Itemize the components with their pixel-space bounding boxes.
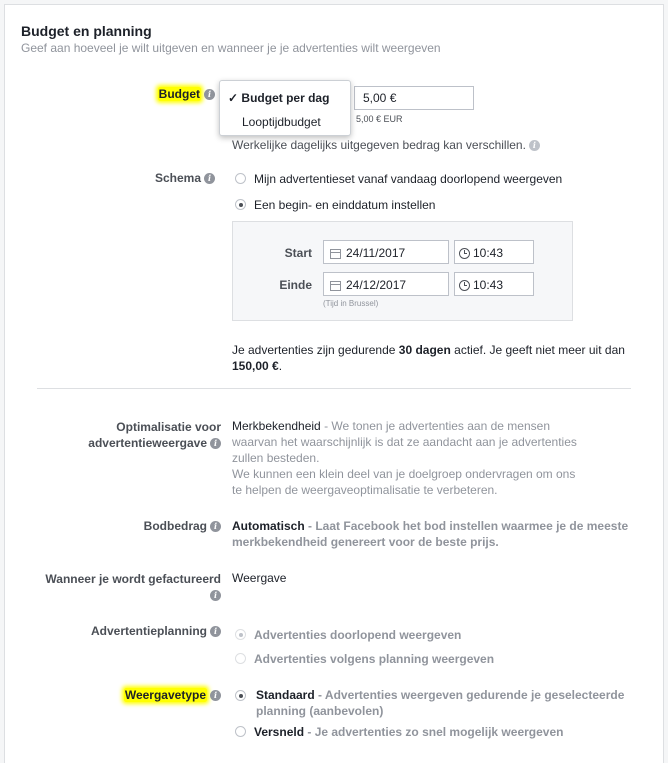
end-date-input[interactable]: 24/12/2017: [323, 272, 449, 296]
schedule-summary: Je advertenties zijn gedurende 30 dagen actief. Je geeft niet meer uit dan 150,00 €.: [232, 343, 625, 373]
end-time-input[interactable]: 10:43: [454, 272, 534, 296]
radio-button[interactable]: [235, 173, 246, 184]
budget-label-text: Budget: [158, 87, 200, 101]
start-label: Start: [284, 246, 312, 260]
divider: [37, 388, 631, 389]
budget-label: [105, 87, 215, 101]
radio-button[interactable]: [235, 726, 246, 737]
budget-amount-hint: 5,00 € EUR: [356, 114, 403, 124]
info-icon[interactable]: i: [529, 140, 540, 151]
info-icon[interactable]: i: [210, 690, 221, 701]
bid-label: Bodbedrag i: [45, 519, 221, 533]
radio-button[interactable]: [235, 199, 246, 210]
radio-button[interactable]: [235, 653, 246, 664]
optimization-label: Optimalisatie voor advertentieweergave i: [88, 420, 221, 450]
delivery-option-accelerated[interactable]: Versneld - Je advertenties zo snel mogelijk weergeven: [235, 723, 563, 740]
schema-option-continuous[interactable]: Mijn advertentieset vanaf vandaag doorlopend weergeven: [235, 171, 562, 186]
budget-amount-input[interactable]: 5,00 €: [354, 86, 474, 110]
start-time-input[interactable]: 10:43: [454, 240, 534, 264]
delivery-type-label-text: Weergavetype: [124, 688, 206, 702]
info-icon[interactable]: i: [210, 590, 221, 601]
info-icon[interactable]: i: [210, 626, 221, 637]
ad-planning-label: Advertentieplanning i: [45, 624, 221, 638]
dropdown-item-lifetime[interactable]: Looptijdbudget: [242, 115, 321, 129]
ad-planning-option-continuous[interactable]: Advertenties doorlopend weergeven: [235, 627, 461, 642]
info-icon[interactable]: i: [210, 438, 221, 449]
calendar-icon: [330, 249, 341, 259]
budget-planning-panel: [4, 4, 664, 763]
calendar-icon: [330, 281, 341, 291]
clock-icon: [459, 280, 470, 291]
section-title: Budget en planning: [21, 23, 152, 39]
bid-value: Automatisch - Laat Facebook het bod instellen waarmee je de meeste merkbekendheid genereert voor de beste prijs.: [232, 519, 629, 549]
schema-label: Schema i: [105, 171, 215, 185]
billing-label: Wanneer je wordt gefactureerd i: [45, 572, 221, 601]
ad-planning-option-scheduled[interactable]: Advertenties volgens planning weergeven: [235, 651, 494, 666]
radio-button[interactable]: [235, 629, 246, 640]
delivery-type-label: [45, 688, 221, 702]
dropdown-item-daily[interactable]: ✓ Budget per dag: [228, 91, 330, 105]
check-icon: ✓: [228, 91, 239, 105]
schema-option-dates[interactable]: Een begin- en einddatum instellen: [235, 197, 435, 212]
radio-button[interactable]: [235, 690, 246, 701]
optimization-value: Merkbekendheid - We tonen je advertenties aan de mensen waarvan het waarschijnlijk is dat ze aandacht aan je advertenties zullen besteden. We kunnen een klein deel van je doelgroep ondervragen om ons te helpen de weergaveoptimalisatie te verbeteren.: [232, 419, 577, 497]
budget-note: Werkelijke dagelijks uitgegeven bedrag kan verschillen. i: [232, 137, 540, 153]
clock-icon: [459, 248, 470, 259]
start-date-input[interactable]: 24/11/2017: [323, 240, 449, 264]
budget-type-dropdown[interactable]: [219, 80, 351, 136]
info-icon[interactable]: i: [210, 521, 221, 532]
delivery-option-standard[interactable]: Standaard - Advertenties weergeven gedurende je geselecteerde planning (aanbevolen): [235, 687, 635, 719]
timezone-note: (Tijd in Brussel): [323, 299, 379, 308]
info-icon[interactable]: i: [204, 173, 215, 184]
section-subtitle: Geef aan hoeveel je wilt uitgeven en wanneer je je advertenties wilt weergeven: [21, 41, 441, 55]
info-icon[interactable]: i: [204, 89, 215, 100]
end-label: Einde: [279, 278, 312, 292]
billing-value: Weergave: [232, 571, 287, 585]
date-range-box: [232, 221, 573, 321]
